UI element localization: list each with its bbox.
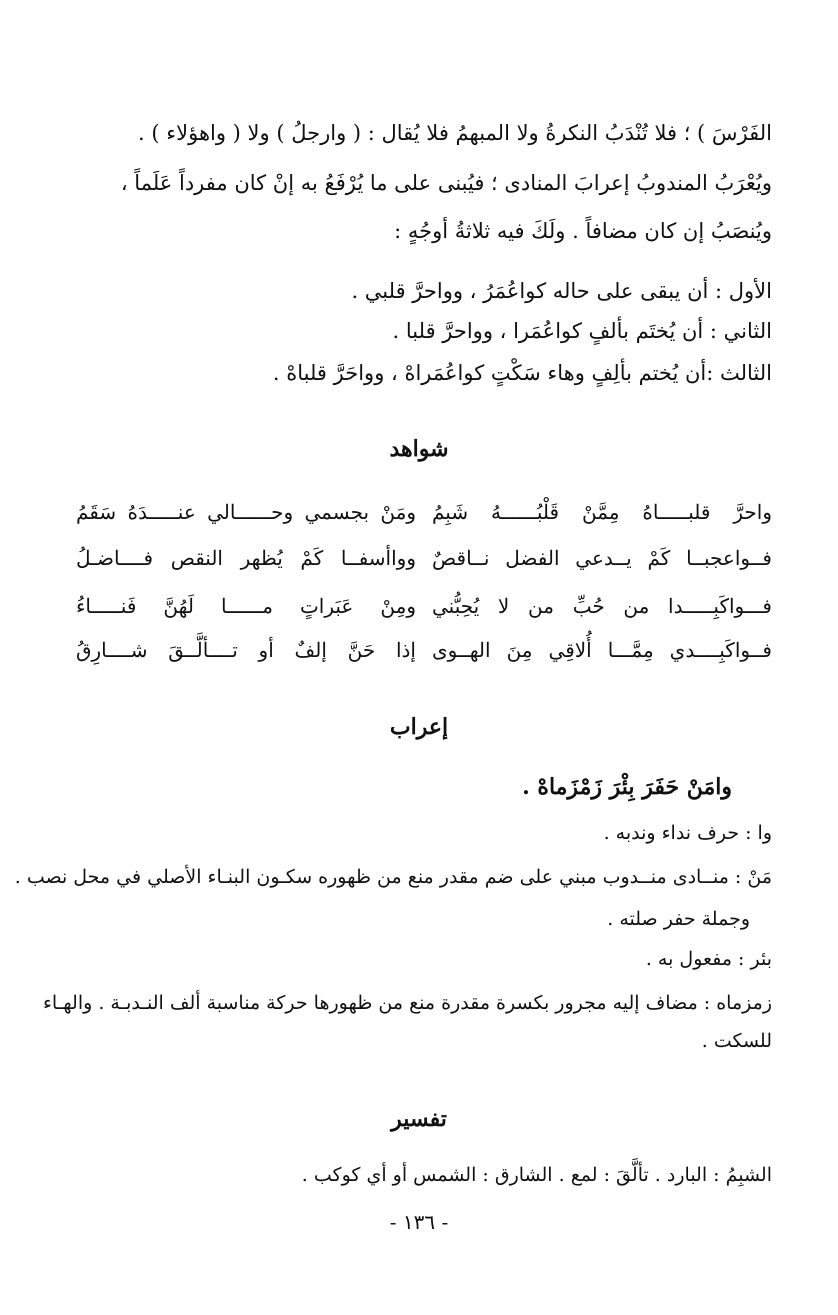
verse-row [60,590,772,624]
option-second: الثاني : أن يُختَم بألفٍ كواعُمَرا ، وواحرَّ قلبا . [392,319,772,343]
irab-item-zamzamah: زمزماه : مضاف إليه مجرور بكسرة مقدرة منع من ظهورها حركة مناسبة ألف النـدبـة . والهـاء [42,992,772,1014]
irab-item-jumla: وجملة حفر صلته . [607,908,750,930]
tafsir-text: الشبِمُ : البارد . تألَّقَ : لمع . الشارق : الشمس أو أي كوكب . [301,1164,772,1186]
verse-second-hemistich: إذا حَنَّ إلفٌ أو تــــألَّــقَ شــــارِقُ [76,638,416,662]
option-third: الثالث :أن يُختم بألِفٍ وهاء سَكْتٍ كواعُمَراهْ ، وواحَرَّ قلباهْ . [272,361,772,385]
section-heading-tafsir: تفسير [391,1106,447,1132]
page-number: - ١٣٦ - [389,1210,449,1234]
intro-line-3: ويُنصَبُ إن كان مضافاً . ولَكَ فيه ثلاثةُ أوجُهٍ : [394,219,772,243]
irab-item-bir: بئر : مفعول به . [645,948,772,970]
irab-item-sakt: للسكت . [701,1030,772,1052]
verse-first-hemistich: فــواكَبِــــدي مِمَّـــا أُلاقِي مِنَ الهــوى [432,638,772,662]
irab-example: وامَنْ حَفَرَ بِئْرَ زَمْزَماهْ . [522,774,732,800]
verse-first-hemistich: فــواعجبــا كَمْ يــدعي الفضل نــاقصٌ [432,546,772,570]
section-heading-irab: إعراب [389,714,449,740]
verse-second-hemistich: وواأسفــا كَمْ يُظهر النقص فــــاضـلُ [76,546,416,570]
irab-item-man: مَنْ : منــادى منــدوب مبني على ضم مقدر منع من ظهوره سكـون البنـاء الأصلي في محل نصب . [14,866,772,888]
verse-row [60,634,772,668]
verse-row [60,496,772,530]
verse-second-hemistich: ومَنْ بجسمي وحــــــالي عنـــــدَهُ سَقَمُ [76,500,416,524]
intro-line-2: ويُعْرَبُ المندوبُ إعرابَ المنادى ؛ فيُبنى على ما يُرْفَعُ به إنْ كان مفرداً عَلَماً ، [120,171,772,195]
irab-item-wa: وا : حرف نداء وندبه . [603,822,772,844]
verse-row [60,542,772,576]
verse-first-hemistich: واحرَّ قلبـــــاهُ مِمَّنْ قَلْبُــــــهُ شَبِمُ [432,500,772,524]
option-first: الأول : أن يبقى على حاله كواعُمَرُ ، وواحرَّ قلبي . [351,279,772,303]
verse-first-hemistich: فـــواكَبِـــــدا من حُبِّ من لا يُحِبُّني [432,594,772,618]
section-heading-shawahid: شواهد [389,436,449,462]
verse-second-hemistich: ومِنْ عَبَراتٍ مــــــا لَهُنَّ فَنـــــاءُ [76,594,416,618]
intro-line-1: الفَرْسَ ) ؛ فلا تُنْدَبُ النكرةُ ولا المبهمُ فلا يُقال : ( وارجلُ ) ولا ( واهؤلاء ) . [138,121,772,145]
